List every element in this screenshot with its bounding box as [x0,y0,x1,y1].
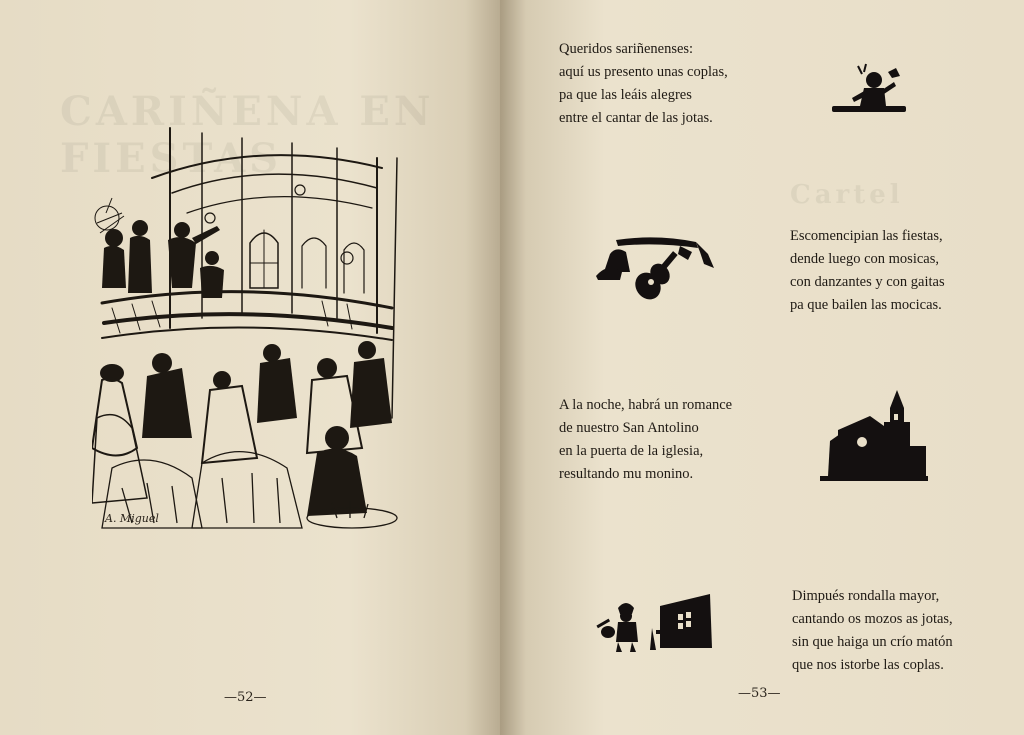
bleed-through-text: Cartel [790,180,904,210]
right-page [500,0,1024,735]
page-number-left: —52— [224,690,267,705]
verse-line: A la noche, habrá un romance [559,397,733,413]
bells-and-guitar-icon [596,234,720,306]
verse-line: pa que bailen las mocicas. [790,297,942,313]
verse-line: resultando mu monino. [559,466,694,482]
verse-line: Queridos sariñenenses: [559,41,694,57]
verse-line: entre el cantar de las jotas. [559,110,713,126]
verse-line: pa que las leáis alegres [559,87,692,103]
verse-line: sin que haiga un crío matón [792,634,953,650]
church-silhouette-icon [820,386,930,484]
verse-line: dende luego con mosicas, [790,251,939,267]
stanza-3 [559,394,732,486]
page-number-right: —53— [738,686,781,701]
verse-line: en la puerta de la iglesia, [559,443,704,459]
serenade-silhouette-icon [590,592,716,654]
verse-line: cantando os mozos as jotas, [792,611,953,627]
stanza-4 [792,585,953,677]
verse-line: Escomencipian las fiestas, [790,228,943,244]
stanza-1 [559,38,728,130]
stanza-2 [790,225,945,317]
verse-line: con danzantes y con gaitas [790,274,945,290]
ballroom-dance-illustration [92,118,412,538]
verse-line: de nuestro San Antolino [559,420,699,436]
artist-signature: A. Miguel [105,512,159,525]
left-page [0,0,500,735]
verse-line: Dimpués rondalla mayor, [792,588,940,604]
verse-line: que nos istorbe las coplas. [792,657,944,673]
verse-line: aquí us presento unas coplas, [559,64,728,80]
jester-silhouette-icon [830,62,910,118]
bleed-through-text: CARIÑENA EN FIESTAS [60,88,435,182]
